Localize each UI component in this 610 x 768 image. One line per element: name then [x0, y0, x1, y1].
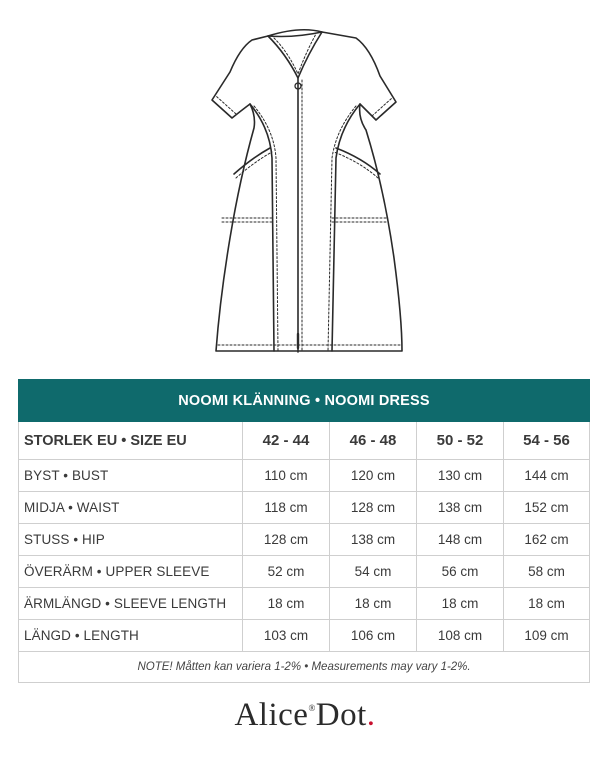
table-row: [19, 556, 590, 588]
table-cell: 128 cm: [330, 492, 417, 524]
size-header: 54 - 56: [504, 422, 590, 460]
table-cell: 128 cm: [243, 524, 330, 556]
size-header: 46 - 48: [330, 422, 417, 460]
measurement-note: NOTE! Måtten kan variera 1-2% • Measurements may vary 1-2%.: [19, 652, 590, 683]
size-label-header: STORLEK EU • SIZE EU: [19, 422, 243, 460]
table-cell: 118 cm: [243, 492, 330, 524]
table-header-row: [19, 422, 590, 460]
note-row: [19, 652, 590, 683]
brand-dot: .: [366, 697, 376, 733]
table-row: [19, 492, 590, 524]
row-label: BYST • BUST: [19, 460, 243, 492]
table-cell: 103 cm: [243, 620, 330, 652]
table-cell: 162 cm: [504, 524, 590, 556]
table-cell: 120 cm: [330, 460, 417, 492]
table-cell: 58 cm: [504, 556, 590, 588]
row-label: STUSS • HIP: [19, 524, 243, 556]
row-label: MIDJA • WAIST: [19, 492, 243, 524]
table-title: NOOMI KLÄNNING • NOOMI DRESS: [19, 380, 590, 422]
table-cell: 56 cm: [417, 556, 504, 588]
table-title-row: [19, 380, 590, 422]
size-header: 42 - 44: [243, 422, 330, 460]
table-cell: 108 cm: [417, 620, 504, 652]
table-row: [19, 620, 590, 652]
table-cell: 109 cm: [504, 620, 590, 652]
table-cell: 52 cm: [243, 556, 330, 588]
brand-logo: [0, 697, 610, 734]
table-row: [19, 524, 590, 556]
table-cell: 110 cm: [243, 460, 330, 492]
table-cell: 138 cm: [417, 492, 504, 524]
table-cell: 18 cm: [243, 588, 330, 620]
row-label: ÖVERÄRM • UPPER SLEEVE: [19, 556, 243, 588]
table-cell: 54 cm: [330, 556, 417, 588]
table-cell: 130 cm: [417, 460, 504, 492]
size-header: 50 - 52: [417, 422, 504, 460]
brand-name-part: Alice: [234, 697, 309, 733]
table-cell: 148 cm: [417, 524, 504, 556]
table-cell: 18 cm: [417, 588, 504, 620]
table-cell: 106 cm: [330, 620, 417, 652]
brand-name-part: Dot: [315, 697, 367, 733]
table-row: [19, 588, 590, 620]
size-table: [18, 379, 590, 683]
table-cell: 152 cm: [504, 492, 590, 524]
row-label: LÄNGD • LENGTH: [19, 620, 243, 652]
table-cell: 18 cm: [504, 588, 590, 620]
table-cell: 138 cm: [330, 524, 417, 556]
table-row: [19, 460, 590, 492]
table-cell: 18 cm: [330, 588, 417, 620]
row-label: ÄRMLÄNGD • SLEEVE LENGTH: [19, 588, 243, 620]
brand-registered-mark: ®: [308, 703, 316, 713]
table-cell: 144 cm: [504, 460, 590, 492]
dress-illustration: [190, 18, 420, 364]
